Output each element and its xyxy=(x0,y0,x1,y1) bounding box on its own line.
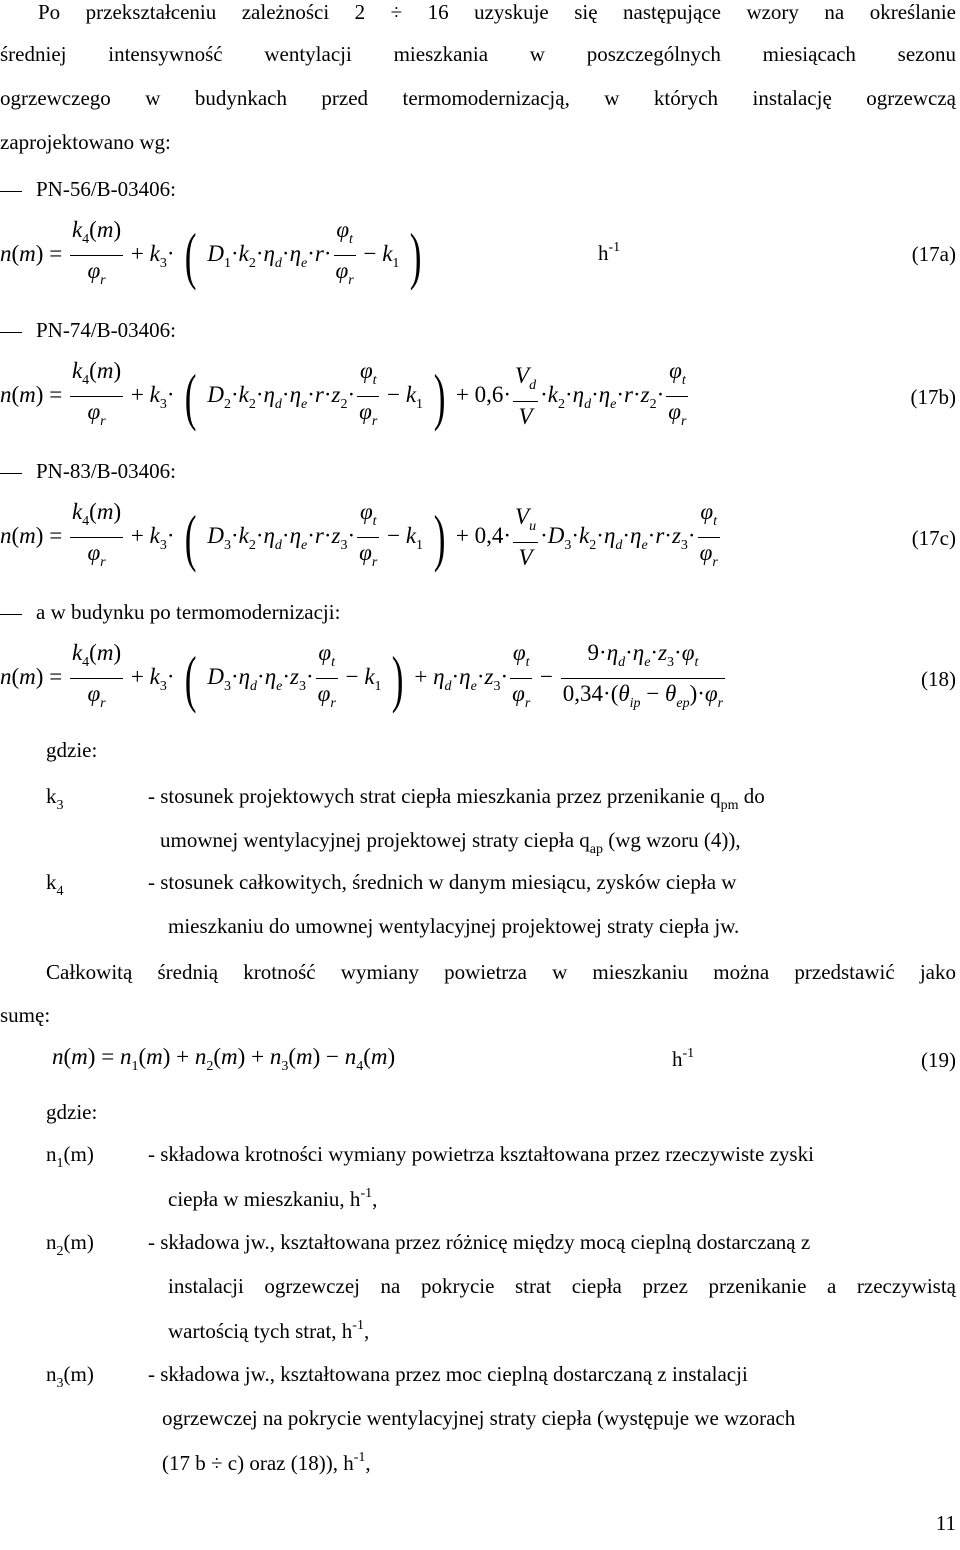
sum-text-line-1: Całkowitą średnią krotność wymiany powietrza w mieszkaniu można przedstawić jako xyxy=(46,960,956,984)
gdzie-label-1: gdzie: xyxy=(46,738,98,762)
intro-line-2: średniej intensywność wentylacji mieszkania w poszczególnych miesiącach sezonu xyxy=(0,42,956,66)
case-label: PN-56/B-03406: xyxy=(36,177,177,201)
equation-number-17b: (17b) xyxy=(910,385,956,409)
case-pn83 xyxy=(0,459,176,489)
k4-definition-line-1: - stosunek całkowitych, średnich w danym miesiącu, zysków ciepła w xyxy=(148,870,737,894)
n2-symbol: $n_2(m)$ xyxy=(46,1230,94,1259)
sum-text-line-2: sumę: xyxy=(0,1003,51,1027)
dash-bullet xyxy=(0,473,22,474)
n2-definition-line-2: instalacji ogrzewczej na pokrycie strat ciepła przez przenikanie a rzeczywistą xyxy=(168,1274,956,1298)
k3-symbol: $k_3$ xyxy=(46,784,64,813)
equation-17b: n(m) = $\frac{k_4(m)}{\varphi_r}$ + $k_3\cdot$ ( $D_2\cdot k_2\cdot\eta_d\cdot\eta_e\cdot r\cdot z_2\cdot$ $\frac{\varphi_t}{\varphi_r}$ − $k_1$ ) + 0,6· $\frac{V_d}{V}$ $\cdot k_2\cdot\eta_d\cdot\eta_e\cdot r\cdot z_2\cdot$ $\frac{\varphi_t}{\varphi_r}$ xyxy=(0,358,687,432)
unit-19: $h^{-1}$ xyxy=(672,1046,695,1071)
case-pn74 xyxy=(0,318,176,348)
n2-definition-line-3: wartością tych strat, $h^{-1}$, xyxy=(168,1318,370,1343)
page-number: 11 xyxy=(935,1511,956,1535)
equation-18: n(m) = $\frac{k_4(m)}{\varphi_r}$ + $k_3\cdot$ ( $D_3\cdot\eta_d\cdot\eta_e\cdot z_3\cdot$ $\frac{\varphi_t}{\varphi_r}$ − $k_1$ ) + $\eta_d\cdot\eta_e\cdot z_3\cdot$ $\frac{\varphi_t}{\varphi_r}$ − $\frac{9\cdot\eta_d\cdot\eta_e\cdot z_3\cdot\varphi_t}{0,34\cdot(\theta_{ip} - \theta_{ep})\cdot\varphi_r}$ xyxy=(0,640,724,714)
case-pn56 xyxy=(0,177,176,207)
equation-number-19: (19) xyxy=(921,1048,956,1072)
n1-definition-line-1: - składowa krotności wymiany powietrza kształtowana przez rzeczywiste zyski xyxy=(148,1142,814,1166)
k4-definition-line-2: mieszkaniu do umownej wentylacyjnej projektowej straty ciepła jw. xyxy=(168,914,740,938)
n2-definition-line-1: - składowa jw., kształtowana przez różnicę między mocą cieplną dostarczaną z xyxy=(148,1230,811,1254)
k3-definition-line-2: umownej wentylacyjnej projektowej straty ciepła $q_{ap}$ (wg wzoru (4)), xyxy=(160,828,741,857)
equation-number-18: (18) xyxy=(921,667,956,691)
equation-number-17a: (17a) xyxy=(911,242,956,266)
n1-symbol: $n_1(m)$ xyxy=(46,1142,94,1171)
intro-line-1: Po przekształceniu zależności 2 ÷ 16 uzyskuje się następujące wzory na określanie xyxy=(38,0,956,24)
case-label: a w budynku po termomodernizacji: xyxy=(36,600,341,624)
dash-bullet xyxy=(0,191,22,192)
unit-17a: $h^{-1}$ xyxy=(598,240,621,265)
equation-17a: n(m) = $\frac{k_4(m)}{\varphi_r}$ + $k_3\cdot$ ( $D_1\cdot k_2\cdot\eta_d\cdot\eta_e\cdot r\cdot$ $\frac{\varphi_t}{\varphi_r}$ − $k_1$ ) xyxy=(0,217,422,291)
case-after xyxy=(0,600,340,630)
equation-19: $n(m) = n_1(m) + n_2(m) + n_3(m) - n_4(m)$ xyxy=(52,1044,396,1074)
k4-symbol: $k_4$ xyxy=(46,870,64,899)
dash-bullet xyxy=(0,614,22,615)
case-label: PN-83/B-03406: xyxy=(36,459,177,483)
case-label: PN-74/B-03406: xyxy=(36,318,177,342)
n1-definition-line-2: ciepła w mieszkaniu, $h^{-1}$, xyxy=(168,1186,378,1211)
k3-definition-line-1: - stosunek projektowych strat ciepła mieszkania przez przenikanie $q_{pm}$ do xyxy=(148,784,765,813)
dash-bullet xyxy=(0,332,22,333)
n3-symbol: $n_3(m)$ xyxy=(46,1362,94,1391)
gdzie-label-2: gdzie: xyxy=(46,1100,98,1124)
intro-line-3: ogrzewczego w budynkach przed termomodernizacją, w których instalację ogrzewczą xyxy=(0,86,956,110)
n3-definition-line-3: (17 b ÷ c) oraz (18)), $h^{-1}$, xyxy=(162,1450,371,1475)
n3-definition-line-1: - składowa jw., kształtowana przez moc cieplną dostarczaną z instalacji xyxy=(148,1362,748,1386)
intro-line-4: zaprojektowano wg: xyxy=(0,130,171,154)
equation-number-17c: (17c) xyxy=(911,526,956,550)
n3-definition-line-2: ogrzewczej na pokrycie wentylacyjnej straty ciepła (występuje we wzorach xyxy=(162,1406,796,1430)
equation-17c: n(m) = $\frac{k_4(m)}{\varphi_r}$ + $k_3\cdot$ ( $D_3\cdot k_2\cdot\eta_d\cdot\eta_e\cdot r\cdot z_3\cdot$ $\frac{\varphi_t}{\varphi_r}$ − $k_1$ ) + 0,4· $\frac{V_u}{V}$ $\cdot D_3\cdot k_2\cdot\eta_d\cdot\eta_e\cdot r\cdot z_3\cdot$ $\frac{\varphi_t}{\varphi_r}$ xyxy=(0,499,718,573)
